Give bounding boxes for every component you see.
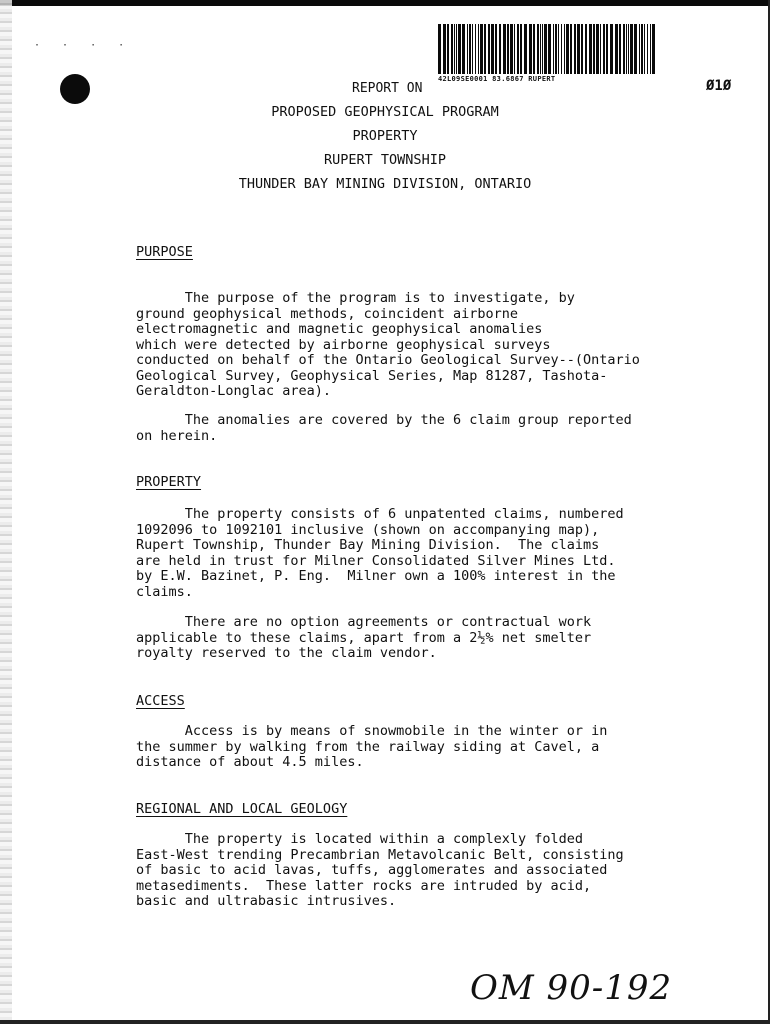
text-line: are held in trust for Milner Consolidated Silver Mines Ltd. xyxy=(136,552,616,569)
barcode-bar xyxy=(544,24,547,74)
text-line: distance of about 4.5 miles. xyxy=(136,754,364,770)
barcode-bar xyxy=(644,24,645,74)
text-line: by E.W. Bazinet, P. Eng. Milner own a 100% interest in the xyxy=(136,568,616,584)
barcode-bar xyxy=(561,24,562,74)
title-line-3: RUPERT TOWNSHIP xyxy=(324,152,446,168)
text-line: conducted on behalf of the Ontario Geological Survey--(Ontario xyxy=(136,352,640,368)
barcode-bar xyxy=(529,24,532,74)
text-line: The property is located within a complexly folded xyxy=(136,831,584,847)
barcode-bar xyxy=(472,24,473,74)
barcode-bar xyxy=(447,24,449,74)
text-line: the summer by walking from the railway siding at Cavel, a xyxy=(136,738,600,755)
barcode-bar xyxy=(458,24,461,74)
text-line: The anomalies are covered by the 6 claim group reported xyxy=(136,412,632,428)
barcode-bar xyxy=(623,24,625,74)
barcode-bar xyxy=(480,24,483,74)
barcode-bar xyxy=(558,24,559,74)
barcode-bar xyxy=(469,24,471,74)
barcode-text: 42L09SE0001 83.6867 RUPERT xyxy=(438,75,556,83)
document-number: Ø1Ø xyxy=(706,78,732,94)
barcode-bar xyxy=(514,24,515,74)
barcode-bar xyxy=(488,24,490,74)
barcode-bar xyxy=(639,24,640,74)
text-line: Geological Survey, Geophysical Series, Map 81287, Tashota- xyxy=(136,367,608,384)
barcode-bar xyxy=(600,24,601,74)
title-line-4: THUNDER BAY MINING DIVISION, ONTARIO xyxy=(238,176,532,192)
scan-bottom-edge xyxy=(0,1020,770,1024)
barcode-bar xyxy=(454,24,455,74)
barcode-bar xyxy=(507,24,509,74)
barcode-bar xyxy=(537,24,539,74)
barcode-bar xyxy=(456,24,457,74)
barcode-bar xyxy=(451,24,453,74)
title-line-1: PROPOSED GEOPHYSICAL PROGRAM xyxy=(271,104,499,120)
section-heading-property: PROPERTY xyxy=(136,474,202,490)
text-line: East-West trending Precambrian Metavolcanic Belt, consisting xyxy=(136,846,624,863)
barcode-bar xyxy=(438,24,441,74)
barcode-bar xyxy=(520,24,522,74)
barcode-bar xyxy=(615,24,618,74)
section-heading-purpose: PURPOSE xyxy=(136,244,193,260)
section-heading-access: ACCESS xyxy=(136,693,185,709)
text-line: Access is by means of snowmobile in the winter or in xyxy=(136,723,608,739)
barcode-bar xyxy=(555,24,557,74)
section-heading-geology: REGIONAL AND LOCAL GEOLOGY xyxy=(136,801,348,817)
text-line: Geraldton-Longlac area). xyxy=(136,383,332,399)
barcode-bar xyxy=(603,24,605,74)
text-line: There are no option agreements or contractual work xyxy=(136,614,592,630)
text-line: 1092096 to 1092101 inclusive (shown on accompanying map), xyxy=(136,521,600,538)
barcode-bar xyxy=(467,24,468,74)
barcode-bar xyxy=(510,24,513,74)
barcode-bar xyxy=(484,24,486,74)
barcode-bar xyxy=(634,24,637,74)
text-line: of basic to acid lavas, tuffs, agglomerates and associated xyxy=(136,862,608,878)
barcode-bar xyxy=(475,24,476,74)
text-line: on herein. xyxy=(136,427,218,444)
title-line-2: PROPERTY xyxy=(352,128,418,144)
text-line: Rupert Township, Thunder Bay Mining Division. The claims xyxy=(136,537,600,553)
title-prefix: REPORT ON xyxy=(352,81,423,96)
text-line: basic and ultrabasic intrusives. xyxy=(136,893,397,909)
barcode-bar xyxy=(610,24,613,74)
text-line: The property consists of 6 unpatented claims, numbered xyxy=(136,506,624,522)
barcode-bar xyxy=(589,24,592,74)
barcode-bar xyxy=(606,24,608,74)
barcode-bar xyxy=(542,24,543,74)
barcode-bar xyxy=(650,24,651,74)
barcode-bar xyxy=(585,24,587,74)
barcode-bar xyxy=(443,24,446,74)
text-line: metasediments. These latter rocks are intruded by acid, xyxy=(136,877,592,894)
punch-hole-icon xyxy=(60,74,90,104)
text-line: The purpose of the program is to investigate, by xyxy=(136,290,575,306)
scan-dots: · · · · xyxy=(34,40,133,51)
barcode-bar xyxy=(626,24,627,74)
barcode-bar xyxy=(553,24,554,74)
barcode-icon xyxy=(438,24,656,74)
text-line: royalty reserved to the claim vendor. xyxy=(136,645,437,661)
text-line: which were detected by airborne geophysical surveys xyxy=(136,336,551,353)
barcode-bar xyxy=(647,24,648,74)
barcode-bar xyxy=(533,24,535,74)
text-line: electromagnetic and magnetic geophysical anomalies xyxy=(136,321,543,337)
barcode-bar xyxy=(548,24,551,74)
barcode-bar xyxy=(570,24,572,74)
barcode-bar xyxy=(564,24,565,74)
barcode-bar xyxy=(462,24,465,74)
barcode-bar xyxy=(619,24,621,74)
barcode-bar xyxy=(503,24,506,74)
barcode-bar xyxy=(652,24,655,74)
text-line: claims. xyxy=(136,583,193,600)
barcode-bar xyxy=(495,24,497,74)
barcode-bar xyxy=(517,24,519,74)
barcode-bar xyxy=(593,24,595,74)
barcode-bar xyxy=(628,24,629,74)
barcode-bar xyxy=(540,24,541,74)
handwritten-annotation: OM 90-192 xyxy=(470,968,673,1008)
text-line: ground geophysical methods, coincident airborne xyxy=(136,305,519,322)
barcode-bar xyxy=(630,24,633,74)
barcode-bar xyxy=(574,24,576,74)
barcode-bar xyxy=(499,24,501,74)
barcode-bar xyxy=(566,24,569,74)
barcode-bar xyxy=(596,24,599,74)
barcode-bar xyxy=(524,24,527,74)
text-line: applicable to these claims, apart from a 2½% net smelter xyxy=(136,629,592,646)
scan-top-edge xyxy=(0,0,770,6)
barcode-bar xyxy=(581,24,583,74)
barcode-bar xyxy=(641,24,643,74)
barcode-bar xyxy=(577,24,580,74)
barcode-bar xyxy=(478,24,479,74)
barcode-bar xyxy=(491,24,494,74)
